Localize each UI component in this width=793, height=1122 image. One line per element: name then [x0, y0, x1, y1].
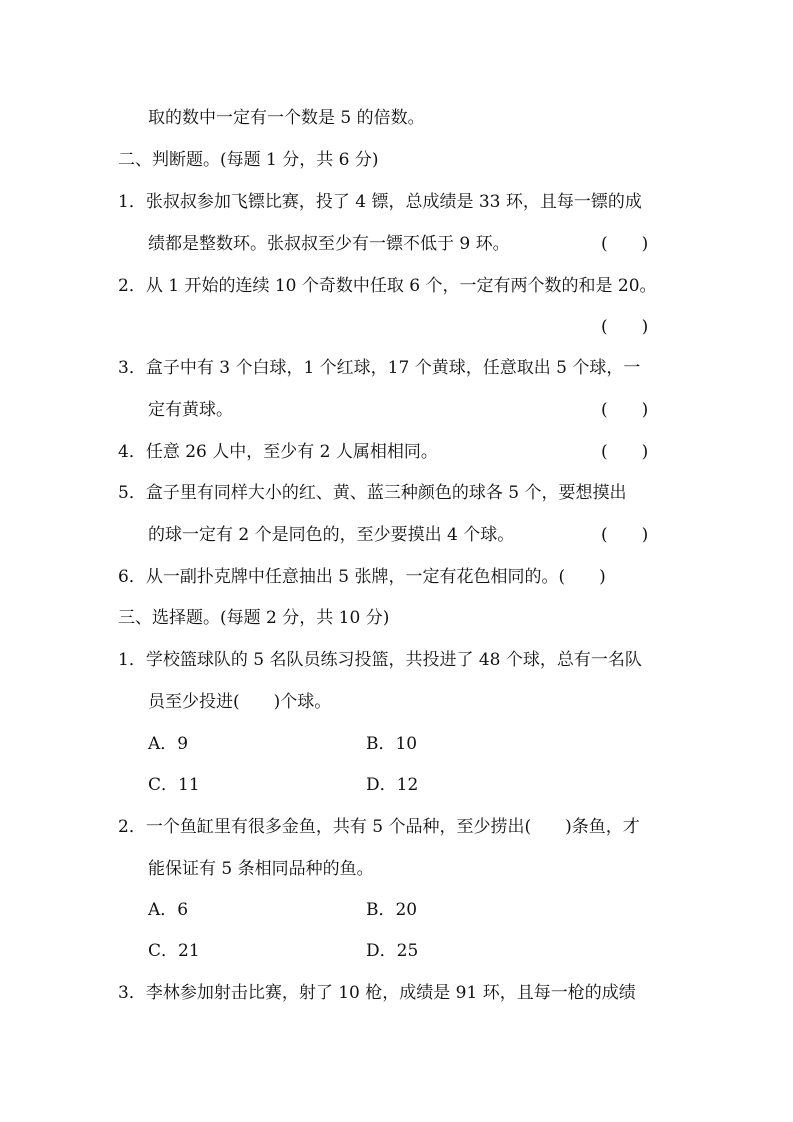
choice-question-1-line-1: 1．学校篮球队的 5 名队员练习投篮，共投进了 48 个球，总有一名队	[118, 650, 642, 670]
choice-2-option-a: A．6	[148, 900, 189, 920]
judge-answer-blank-1: ( )	[601, 234, 649, 254]
previous-question-continuation: 取的数中一定有一个数是 5 的倍数。	[148, 108, 425, 128]
judge-question-3-line-1: 3．盒子中有 3 个白球，1 个红球，17 个黄球，任意取出 5 个球，一	[118, 358, 641, 378]
judge-answer-blank-5: ( )	[601, 525, 649, 545]
judge-question-1-line-2: 绩都是整数环。张叔叔至少有一镖不低于 9 环。	[148, 234, 510, 254]
choice-question-2-line-2: 能保证有 5 条相同品种的鱼。	[148, 859, 374, 879]
judge-question-4-line-1: 4．任意 26 人中，至少有 2 人属相相同。	[118, 442, 438, 462]
judge-question-2-line-1: 2．从 1 开始的连续 10 个奇数中任取 6 个，一定有两个数的和是 20。	[118, 276, 657, 296]
judge-question-5-line-1: 5．盒子里有同样大小的红、黄、蓝三种颜色的球各 5 个，要想摸出	[118, 483, 627, 503]
choice-question-1-line-2: 员至少投进( )个球。	[148, 692, 332, 712]
judge-question-1-line-1: 1．张叔叔参加飞镖比赛，投了 4 镖，总成绩是 33 环，且每一镖的成	[118, 192, 642, 212]
choice-2-option-d: D．25	[366, 941, 419, 961]
choice-2-option-b: B．20	[366, 900, 418, 920]
choice-question-2-line-1: 2．一个鱼缸里有很多金鱼，共有 5 个品种，至少捞出( )条鱼，才	[118, 817, 640, 837]
judge-question-5-line-2: 的球一定有 2 个是同色的，至少要摸出 4 个球。	[148, 525, 515, 545]
choice-2-option-c: C．21	[148, 941, 200, 961]
choice-question-3-line-1: 3．李林参加射击比赛，射了 10 枪，成绩是 91 环，且每一枪的成绩	[118, 983, 636, 1003]
judge-question-3-line-2: 定有黄球。	[148, 400, 233, 420]
section-2-heading: 二、判断题。(每题 1 分，共 6 分)	[118, 150, 379, 170]
choice-1-option-d: D．12	[366, 775, 419, 795]
choice-1-option-c: C．11	[148, 775, 200, 795]
judge-answer-blank-3: ( )	[601, 400, 649, 420]
judge-answer-blank-4: ( )	[601, 442, 649, 462]
judge-question-6-line-1: 6．从一副扑克牌中任意抽出 5 张牌，一定有花色相同的。( )	[118, 567, 606, 587]
judge-answer-blank-2: ( )	[601, 317, 649, 337]
choice-1-option-b: B．10	[366, 734, 418, 754]
section-3-heading: 三、选择题。(每题 2 分，共 10 分)	[118, 608, 390, 628]
choice-1-option-a: A．9	[148, 734, 189, 754]
